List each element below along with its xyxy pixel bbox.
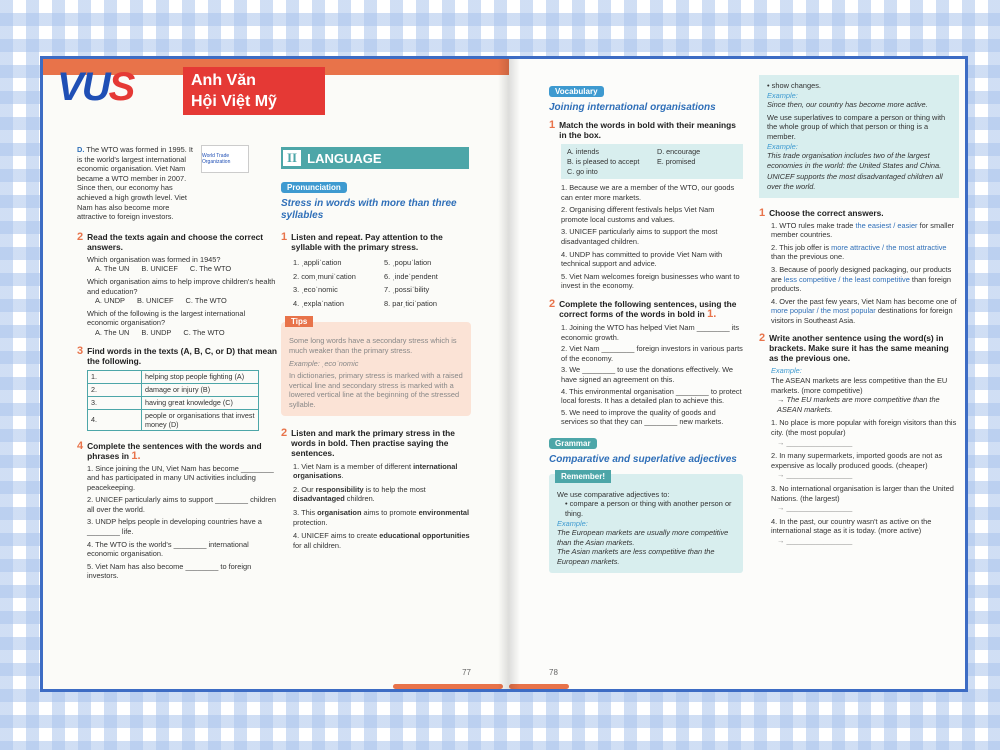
question-3 [77,346,277,431]
row-meaning: damage or injury (B) [142,383,259,396]
text: than foreign products. [771,274,951,294]
row-meaning: having great knowledge (C) [142,396,259,409]
stress-word: 1. ˌappliˈcation [293,258,342,267]
rewrite-title: Write another sentence using the word(s) in brackets. Make sure it has the same meaning as the previous one. [769,333,949,364]
brand-line-2: Hội Việt Mỹ [191,93,277,110]
bold-word: organisation [317,507,362,517]
pron-q1-number: 1 [281,231,288,243]
q4-ref: 1. [131,449,141,462]
answer-choice: the easiest / easier [855,220,918,230]
pron-q2-item-1 [293,462,471,481]
superlative-rule: We use superlatives to compare a person or thing with the whole group of which that person or thing is a member. [767,112,946,141]
superlative-example-2: UNICEF supports the most disadvantaged children all over the world. [767,172,943,191]
right-box-example-label: Example: [767,90,798,100]
choose-item [771,297,959,326]
grammar-subtitle: Comparative and superlative adjectives [549,453,737,465]
pronunciation-label: Pronunciation [281,182,347,193]
text: 3. Because of poorly designed packaging, our products are [771,264,952,284]
text: is to help the most [363,484,426,494]
q2-option: A. UNDP [95,296,125,306]
vocab-q2-items [561,323,743,427]
remember-bullet-text: compare a person or thing with another person or thing. [565,499,732,519]
superlative-example-label: Example: [767,141,798,151]
q2-option: C. The WTO [185,296,227,306]
text: . [341,471,344,481]
pron-q2-item-4 [293,531,471,550]
book-spread [40,56,968,692]
stress-word: 7. ˌpossiˈbility [384,285,430,295]
answer-line: → ________________ [777,437,853,447]
rewrite-items [771,418,959,545]
wto-logo-text: World Trade Organization [202,153,231,165]
stress-word: 5. ˌpopuˈlation [384,258,432,267]
q2-option: B. UNDP [141,327,172,337]
stress-word: 3. ˌecoˈnomic [293,285,338,295]
q4-item: 1. Since joining the UN, Viet Nam has become ________ and has participated in many UN activities including peacekeeping. [87,463,274,492]
remember-intro: We use comparative adjectives to: [557,489,670,499]
superlative-example-1: This trade organisation includes two of the largest economies in the world: the United States and China. [767,151,942,170]
row-meaning: helping stop people fighting (A) [142,370,259,383]
grammar-label: Grammar [549,438,597,449]
vocab-q1-items [561,183,743,291]
text: 1. WTO rules make trade [771,220,856,230]
tips-text-2: In dictionaries, primary stress is marked with a raised vertical line and secondary stress is marked with a lowered vertical line at the beginning of the stressed syllable. [289,371,463,409]
q4-item: 3. UNDP helps people in developing countries have a ________ life. [87,517,262,537]
grammar-section [549,433,743,573]
q2-item [87,309,277,338]
q3-number: 3 [77,344,84,357]
answer-option: B. is pleased to accept [567,157,640,166]
question-2 [77,232,277,338]
q4-item: 2. UNICEF particularly aims to support ________ children all over the world. [87,495,276,514]
table-row [88,396,259,409]
row-meaning: people or organisations that invest money (D) [142,409,259,430]
text: for all children. [293,540,342,550]
bold-word: educational opportunities [379,531,470,541]
stress-word: 2. comˌmuniˈcation [293,271,356,281]
rewrite-item: 4. In the past, our country wasn't as active on the international stage as it is today. (more active) [771,516,932,536]
q2-option: A. The UN [95,327,130,337]
answer-option: A. intends [567,147,599,156]
q2-options [95,328,277,338]
brand-name [183,67,325,115]
tips-example: Example: ˌecoˈnomic [289,358,359,368]
q2-option: B. UNICEF [136,296,174,306]
vocab-q2-item: 1. Joining the WTO has helped Viet Nam ________ its economic growth. [561,322,740,342]
q2-question: Which organisation aims to help improve children's health and education? [87,276,276,296]
bold-word: environmental [418,507,470,517]
text: 2. This job offer is [771,242,832,252]
pronunciation-section [281,177,471,550]
question-4 [77,441,277,582]
answer-line: → ________________ [777,535,853,545]
tips-box [281,317,471,415]
answer-choice: more popular / the most popular [771,306,876,316]
text: protection. [293,517,328,527]
q2-number: 2 [77,230,84,243]
left-column [77,145,277,581]
right-box-bullet-text: show changes. [771,81,821,90]
vocab-q2-ref: 1. [707,307,717,320]
answer-option: C. go into [567,167,598,176]
rewrite-example-question: The ASEAN markets are less competitive than the EU markets. (more competitive) [771,376,948,395]
book-spine [498,59,520,689]
text: 4. UNICEF aims to create [293,531,380,541]
choose-item [771,265,959,294]
text: than the previous one. [771,252,845,262]
pron-q2-item-3 [293,508,471,527]
vocab-q1-title: Match the words in bold with their meanings in the box. [559,120,736,140]
stress-word: 4. ˌexplaˈnation [293,298,344,308]
q2-options [95,264,277,274]
tips-label: Tips [285,316,313,327]
q4-item: 5. Viet Nam has also become ________ to foreign investors. [87,561,252,581]
rewrite-number: 2 [759,332,766,345]
language-title: LANGUAGE [307,150,382,166]
tips-text-1: Some long words have a secondary stress which is much weaker than the primary stress. [289,336,457,355]
right-column [759,75,959,546]
rewrite-item: 2. In many supermarkets, imported goods are not as expensive as locally produced goods. (cheaper) [771,451,943,470]
pron-q1-title: Listen and repeat. Pay attention to the syllable with the primary stress. [291,232,443,252]
bold-word: disadvantaged [293,494,345,504]
vocabulary-label: Vocabulary [549,86,604,97]
page-number-right: 78 [549,668,558,677]
remember-box [549,471,743,573]
language-number: II [283,150,301,166]
q3-title: Find words in the texts (A, B, C, or D) that mean the following. [87,345,277,366]
row-number: 2. [88,383,142,396]
vocabulary-section [549,81,743,573]
pron-q2-items [293,462,471,551]
rewrite-example-answer: → The EU markets are more competitive than the ASEAN markets. [777,395,940,414]
vocab-q2-number: 2 [549,297,556,310]
text-d-body: The WTO was formed in 1995. It is the world's largest international economic organisation. Viet Nam became a WTO member in 2007. Since then, our economy has achieved a high growth level. Viet Nam has also become more attractive to foreign investors. [77,145,193,222]
choose-item [771,221,959,240]
rewrite-example-label: Example: [771,366,802,376]
q2-question: Which of the following is the largest international economic organisation? [87,308,246,328]
vus-logo: VUS [57,65,134,109]
vocab-q2-item: 5. We need to improve the quality of goods and services so that they can ________ new markets. [561,407,724,427]
bold-word: responsibility [315,484,364,494]
table-row [88,383,259,396]
q2-item [87,255,277,274]
text: destinations for foreign visitors in Southeast Asia. [771,306,953,325]
answer-option: E. promised [657,157,696,166]
right-box-example: Since then, our country has become more active. [767,100,928,110]
vocab-q1-number: 1 [549,119,556,131]
language-banner [281,147,469,169]
q2-items [77,255,277,338]
text: 4. Over the past few years, Viet Nam has become one of [771,296,957,306]
q2-options [95,296,277,306]
q4-item: 4. The WTO is the world's ________ international economic organisation. [87,539,249,559]
q2-title: Read the texts again and choose the correct answers. [87,231,264,252]
text: children. [344,494,375,504]
row-number: 1. [88,370,142,383]
q4-number: 4 [77,439,84,452]
answer-box [561,144,743,179]
pron-q2-title: Listen and mark the primary stress in the words in bold. Then practise saying the sentences. [291,427,455,458]
q2-option: C. The WTO [183,327,225,337]
bold-word: international organisations [293,461,458,481]
stress-word: 6. ˌindeˈpendent [384,271,438,281]
answer-choice: more attractive / the most attractive [831,242,947,252]
q4-title: Complete the sentences with the words and phrases in [87,440,262,461]
vocab-q2-item: 4. This environmental organisation ________ to protect local forests. It has a detailed plan to achieve this. [561,386,742,406]
vocab-q1-item: 2. Organising different festivals helps Viet Nam promote local customs and values. [561,205,715,224]
pron-q2-item-2 [293,485,471,504]
vocab-q2-item: 3. We ________ to use the donations effectively. We have signed an agreement on this. [561,365,734,384]
remember-label: Remember! [555,470,611,483]
choose-number: 1 [759,206,766,219]
vocab-q2-title: Complete the following sentences, using the correct forms of the words in bold in [559,298,737,319]
remember-example-label: Example: [557,518,588,528]
q2-option: C. The WTO [189,264,232,274]
stress-word-list [293,258,471,308]
brand-line-1: Anh Văn [191,72,256,89]
page-number-left: 77 [462,668,471,677]
remember-example-1: The European markets are usually more competitive than the Asian markets. [557,528,729,547]
answer-line: → ________________ [777,470,853,480]
wto-logo [201,145,249,173]
q2-question: Which organisation was formed in 1945? [87,254,221,264]
answer-option: D. encourage [657,147,701,156]
rewrite-section [771,366,959,545]
page-bottom-line [393,684,503,689]
vocab-q1-item: 1. Because we are a member of the WTO, our goods can enter more markets. [561,183,735,202]
table-row [88,370,259,383]
text: 1. Viet Nam is a member of different [293,461,414,471]
stress-word: 8. parˌticiˈpation [384,298,437,308]
rewrite-item: 3. No international organisation is larger than the United Nations. (the largest) [771,484,954,503]
row-number: 4. [88,409,142,430]
pronunciation-subtitle: Stress in words with more than three syllables [281,198,457,221]
text: for smaller member countries. [771,220,955,240]
vocab-q1-item: 4. UNDP has committed to provide Viet Nam with technical support and advice. [561,249,723,269]
q3-table [87,370,259,431]
choose-item [771,243,959,262]
choose-title: Choose the correct answers. [769,207,884,218]
text-d-label: D. [77,145,85,154]
q2-item [87,277,277,306]
q2-option: A. The UN [95,264,130,274]
vocabulary-subtitle: Joining international organisations [549,102,716,113]
text: aims to promote [361,507,419,517]
choose-items [771,221,959,326]
answer-choice: less competitive / the least competitive [783,274,910,284]
right-page [509,59,968,689]
table-row [88,409,259,430]
answer-line: → ________________ [777,503,853,513]
right-box-bullet: • show changes. [767,81,821,90]
superlative-box [759,75,959,198]
text: 3. This [293,507,318,517]
remember-bullet: • compare a person or thing with another person or thing. [565,499,732,519]
text: 2. Our [293,484,316,494]
text-d [77,145,277,222]
q4-items [87,464,277,582]
q2-option: B. UNICEF [141,264,178,274]
vocab-q1-item: 5. Viet Nam welcomes foreign businesses who want to invest in the economy. [561,271,740,291]
pron-q2-number: 2 [281,426,288,439]
vocab-q1-item: 3. UNICEF particularly aims to support the most disadvantaged children. [561,227,718,246]
rewrite-item: 1. No place is more popular with foreign visitors than this city. (the most popular) [771,418,957,438]
left-page [43,59,509,689]
vocab-q2-item: 2. Viet Nam ________ foreign investors in various parts of the economy. [561,344,743,363]
remember-example-2: The Asian markets are less competitive than the European markets. [557,547,715,567]
row-number: 3. [88,396,142,409]
